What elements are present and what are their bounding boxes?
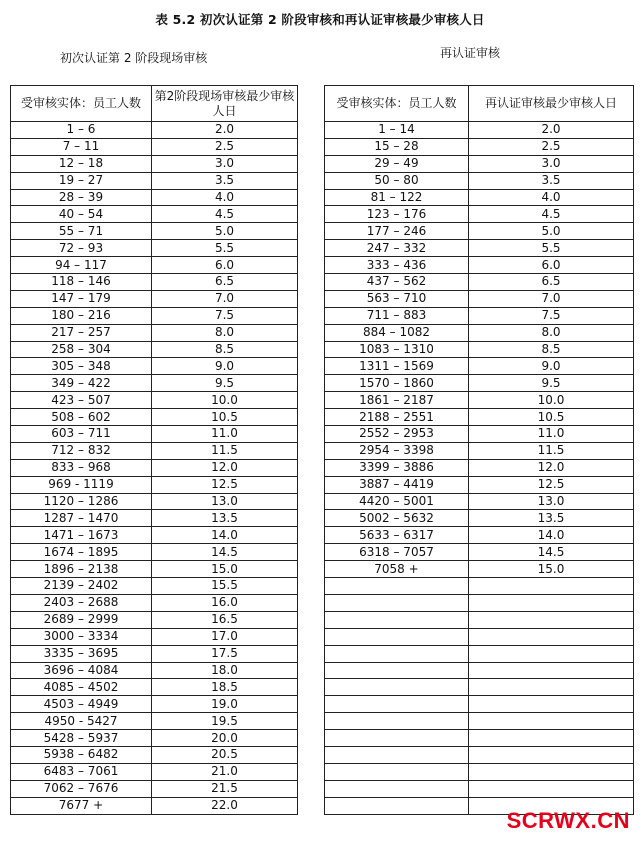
table-row bbox=[325, 206, 634, 223]
audit-days-cell: 4.0 bbox=[152, 189, 298, 206]
audit-days-cell: 5.5 bbox=[152, 240, 298, 257]
employee-range-cell: 833 – 968 bbox=[11, 459, 152, 476]
audit-days-cell: 5.0 bbox=[152, 223, 298, 240]
employee-range-cell: 3000 – 3334 bbox=[11, 628, 152, 645]
audit-days-cell: 19.0 bbox=[152, 696, 298, 713]
audit-days-cell: 21.0 bbox=[152, 763, 298, 780]
employee-range-cell: 603 – 711 bbox=[11, 426, 152, 443]
employee-range-cell: 2954 – 3398 bbox=[325, 442, 469, 459]
employee-range-cell: 884 – 1082 bbox=[325, 324, 469, 341]
employee-range-cell bbox=[325, 730, 469, 747]
employee-range-cell: 6318 – 7057 bbox=[325, 544, 469, 561]
table-row bbox=[11, 307, 298, 324]
table-row bbox=[325, 172, 634, 189]
table-row bbox=[11, 274, 298, 291]
audit-days-cell: 5.0 bbox=[469, 223, 634, 240]
employee-range-cell: 5938 – 6482 bbox=[11, 746, 152, 763]
audit-days-cell: 11.0 bbox=[469, 426, 634, 443]
employee-range-cell: 3887 – 4419 bbox=[325, 476, 469, 493]
audit-days-cell: 3.0 bbox=[469, 155, 634, 172]
audit-days-cell: 2.5 bbox=[152, 138, 298, 155]
table-row bbox=[11, 578, 298, 595]
audit-days-cell: 14.0 bbox=[152, 527, 298, 544]
audit-days-cell bbox=[469, 594, 634, 611]
table-row bbox=[11, 358, 298, 375]
table-row bbox=[325, 375, 634, 392]
table-row bbox=[11, 138, 298, 155]
audit-days-cell: 12.0 bbox=[469, 459, 634, 476]
audit-days-cell bbox=[469, 645, 634, 662]
employee-range-cell bbox=[325, 696, 469, 713]
audit-days-cell bbox=[469, 696, 634, 713]
table-row bbox=[11, 206, 298, 223]
employee-range-cell: 177 – 246 bbox=[325, 223, 469, 240]
employee-range-cell bbox=[325, 746, 469, 763]
employee-range-cell bbox=[325, 578, 469, 595]
employee-range-cell: 4085 – 4502 bbox=[11, 679, 152, 696]
employee-range-cell: 563 – 710 bbox=[325, 290, 469, 307]
table-row bbox=[325, 189, 634, 206]
employee-range-cell bbox=[325, 662, 469, 679]
employee-range-cell: 258 – 304 bbox=[11, 341, 152, 358]
employee-range-cell: 423 – 507 bbox=[11, 392, 152, 409]
audit-days-cell: 8.0 bbox=[152, 324, 298, 341]
table-row bbox=[11, 780, 298, 797]
audit-days-cell: 6.0 bbox=[152, 257, 298, 274]
table-row bbox=[325, 628, 634, 645]
table-row bbox=[11, 442, 298, 459]
audit-days-cell: 5.5 bbox=[469, 240, 634, 257]
employee-range-cell: 180 – 216 bbox=[11, 307, 152, 324]
table-row bbox=[11, 713, 298, 730]
table-row bbox=[11, 257, 298, 274]
audit-days-cell: 13.5 bbox=[152, 510, 298, 527]
table-row bbox=[11, 155, 298, 172]
audit-days-cell: 13.0 bbox=[469, 493, 634, 510]
audit-days-cell: 7.5 bbox=[152, 307, 298, 324]
table-row bbox=[325, 594, 634, 611]
employee-range-cell: 349 – 422 bbox=[11, 375, 152, 392]
table-row bbox=[325, 561, 634, 578]
table-row bbox=[325, 611, 634, 628]
audit-days-cell: 15.0 bbox=[469, 561, 634, 578]
table-row bbox=[11, 679, 298, 696]
employee-range-cell: 4420 – 5001 bbox=[325, 493, 469, 510]
employee-range-cell bbox=[325, 713, 469, 730]
employee-range-cell: 81 – 122 bbox=[325, 189, 469, 206]
audit-days-cell: 14.5 bbox=[469, 544, 634, 561]
table-row bbox=[325, 730, 634, 747]
table-row bbox=[325, 578, 634, 595]
employee-range-cell: 7062 – 7676 bbox=[11, 780, 152, 797]
audit-days-cell: 17.5 bbox=[152, 645, 298, 662]
recertification-table bbox=[324, 85, 634, 815]
audit-days-cell: 3.5 bbox=[469, 172, 634, 189]
employee-range-cell bbox=[325, 797, 469, 814]
employee-range-cell: 1674 – 1895 bbox=[11, 544, 152, 561]
employee-range-cell: 94 – 117 bbox=[11, 257, 152, 274]
audit-days-cell: 17.0 bbox=[152, 628, 298, 645]
table-row bbox=[325, 527, 634, 544]
employee-range-cell: 2188 – 2551 bbox=[325, 409, 469, 426]
employee-range-cell: 3399 – 3886 bbox=[325, 459, 469, 476]
table-row bbox=[11, 527, 298, 544]
table-row bbox=[11, 594, 298, 611]
employee-range-cell: 2689 – 2999 bbox=[11, 611, 152, 628]
audit-days-cell: 9.5 bbox=[152, 375, 298, 392]
employee-range-cell: 5002 – 5632 bbox=[325, 510, 469, 527]
audit-days-cell: 7.0 bbox=[152, 290, 298, 307]
employee-range-cell bbox=[325, 594, 469, 611]
table-row bbox=[11, 476, 298, 493]
audit-days-cell: 6.5 bbox=[469, 274, 634, 291]
table-row bbox=[325, 290, 634, 307]
audit-days-cell: 22.0 bbox=[152, 797, 298, 814]
audit-days-cell bbox=[469, 746, 634, 763]
employee-range-cell: 7677 + bbox=[11, 797, 152, 814]
audit-days-cell: 8.5 bbox=[469, 341, 634, 358]
employee-range-cell: 1896 – 2138 bbox=[11, 561, 152, 578]
table-row bbox=[325, 696, 634, 713]
table-row bbox=[325, 662, 634, 679]
audit-days-cell: 4.0 bbox=[469, 189, 634, 206]
audit-days-cell: 8.5 bbox=[152, 341, 298, 358]
audit-days-cell bbox=[469, 611, 634, 628]
table-row bbox=[325, 392, 634, 409]
audit-days-cell: 18.5 bbox=[152, 679, 298, 696]
audit-days-cell: 2.0 bbox=[469, 122, 634, 139]
employee-range-cell bbox=[325, 763, 469, 780]
employee-range-cell: 6483 – 7061 bbox=[11, 763, 152, 780]
table-header-row bbox=[325, 86, 634, 122]
table-row bbox=[11, 510, 298, 527]
table-row bbox=[325, 274, 634, 291]
table-row bbox=[325, 240, 634, 257]
audit-days-cell: 14.0 bbox=[469, 527, 634, 544]
employee-range-cell: 2403 – 2688 bbox=[11, 594, 152, 611]
header-stage2-days: 第2阶段现场审核最少审核人日 bbox=[152, 86, 298, 122]
table-row bbox=[11, 341, 298, 358]
employee-range-cell: 118 – 146 bbox=[11, 274, 152, 291]
table-row bbox=[325, 341, 634, 358]
audit-days-cell: 13.0 bbox=[152, 493, 298, 510]
audit-days-cell: 4.5 bbox=[152, 206, 298, 223]
audit-days-cell bbox=[469, 730, 634, 747]
audit-days-cell: 3.5 bbox=[152, 172, 298, 189]
employee-range-cell: 55 – 71 bbox=[11, 223, 152, 240]
employee-range-cell: 1570 – 1860 bbox=[325, 375, 469, 392]
table-row bbox=[325, 459, 634, 476]
employee-range-cell: 12 – 18 bbox=[11, 155, 152, 172]
right-table-subtitle: 再认证审核 bbox=[440, 46, 501, 60]
table-header-row bbox=[11, 86, 298, 122]
table-row bbox=[325, 780, 634, 797]
employee-range-cell: 3696 – 4084 bbox=[11, 662, 152, 679]
audit-days-cell: 10.5 bbox=[469, 409, 634, 426]
employee-range-cell: 1 – 6 bbox=[11, 122, 152, 139]
audit-days-cell: 2.0 bbox=[152, 122, 298, 139]
header-employee-count: 受审核实体：员工人数 bbox=[325, 86, 469, 122]
employee-range-cell: 1471 – 1673 bbox=[11, 527, 152, 544]
employee-range-cell: 19 – 27 bbox=[11, 172, 152, 189]
table-row bbox=[11, 290, 298, 307]
audit-days-cell: 6.5 bbox=[152, 274, 298, 291]
audit-days-cell: 2.5 bbox=[469, 138, 634, 155]
table-row bbox=[11, 409, 298, 426]
employee-range-cell bbox=[325, 628, 469, 645]
employee-range-cell: 1120 – 1286 bbox=[11, 493, 152, 510]
audit-days-cell: 3.0 bbox=[152, 155, 298, 172]
employee-range-cell bbox=[325, 679, 469, 696]
employee-range-cell: 4503 – 4949 bbox=[11, 696, 152, 713]
employee-range-cell: 437 – 562 bbox=[325, 274, 469, 291]
audit-days-cell: 12.5 bbox=[152, 476, 298, 493]
table-row bbox=[325, 257, 634, 274]
audit-days-cell bbox=[469, 628, 634, 645]
employee-range-cell: 711 – 883 bbox=[325, 307, 469, 324]
employee-range-cell: 2139 – 2402 bbox=[11, 578, 152, 595]
employee-range-cell: 247 – 332 bbox=[325, 240, 469, 257]
employee-range-cell: 1287 – 1470 bbox=[11, 510, 152, 527]
table-row bbox=[11, 122, 298, 139]
table-row bbox=[325, 138, 634, 155]
employee-range-cell: 5633 – 6317 bbox=[325, 527, 469, 544]
employee-range-cell: 1311 – 1569 bbox=[325, 358, 469, 375]
employee-range-cell: 29 – 49 bbox=[325, 155, 469, 172]
employee-range-cell: 969 - 1119 bbox=[11, 476, 152, 493]
audit-days-cell: 9.5 bbox=[469, 375, 634, 392]
audit-days-cell: 16.0 bbox=[152, 594, 298, 611]
audit-days-cell: 14.5 bbox=[152, 544, 298, 561]
audit-days-cell bbox=[469, 578, 634, 595]
employee-range-cell: 2552 – 2953 bbox=[325, 426, 469, 443]
table-row bbox=[11, 662, 298, 679]
audit-days-cell: 4.5 bbox=[469, 206, 634, 223]
audit-days-cell: 19.5 bbox=[152, 713, 298, 730]
watermark-logo: SCRWX.CN bbox=[506, 808, 630, 833]
table-row bbox=[11, 240, 298, 257]
employee-range-cell: 3335 – 3695 bbox=[11, 645, 152, 662]
audit-days-cell: 11.0 bbox=[152, 426, 298, 443]
table-row bbox=[325, 746, 634, 763]
table-row bbox=[11, 746, 298, 763]
table-row bbox=[325, 122, 634, 139]
employee-range-cell: 508 – 602 bbox=[11, 409, 152, 426]
audit-days-cell: 15.5 bbox=[152, 578, 298, 595]
table-row bbox=[11, 172, 298, 189]
table-row bbox=[325, 442, 634, 459]
table-row bbox=[11, 696, 298, 713]
table-row bbox=[325, 544, 634, 561]
employee-range-cell: 333 – 436 bbox=[325, 257, 469, 274]
audit-days-cell: 11.5 bbox=[469, 442, 634, 459]
audit-days-cell: 12.0 bbox=[152, 459, 298, 476]
table-row bbox=[325, 307, 634, 324]
audit-days-cell: 8.0 bbox=[469, 324, 634, 341]
audit-days-cell bbox=[469, 662, 634, 679]
employee-range-cell: 123 – 176 bbox=[325, 206, 469, 223]
audit-days-cell: 10.5 bbox=[152, 409, 298, 426]
audit-days-cell: 20.0 bbox=[152, 730, 298, 747]
table-row bbox=[325, 476, 634, 493]
audit-days-cell: 20.5 bbox=[152, 746, 298, 763]
header-employee-count: 受审核实体：员工人数 bbox=[11, 86, 152, 122]
employee-range-cell bbox=[325, 611, 469, 628]
table-row bbox=[11, 392, 298, 409]
table-row bbox=[325, 409, 634, 426]
table-row bbox=[325, 223, 634, 240]
employee-range-cell: 72 – 93 bbox=[11, 240, 152, 257]
employee-range-cell: 712 – 832 bbox=[11, 442, 152, 459]
audit-days-cell: 12.5 bbox=[469, 476, 634, 493]
table-row bbox=[11, 189, 298, 206]
table-row bbox=[11, 797, 298, 814]
audit-days-cell: 13.5 bbox=[469, 510, 634, 527]
employee-range-cell: 147 – 179 bbox=[11, 290, 152, 307]
table-row bbox=[325, 324, 634, 341]
audit-days-cell: 9.0 bbox=[152, 358, 298, 375]
audit-days-cell: 10.0 bbox=[152, 392, 298, 409]
table-row bbox=[11, 730, 298, 747]
table-row bbox=[11, 426, 298, 443]
employee-range-cell: 15 – 28 bbox=[325, 138, 469, 155]
employee-range-cell: 4950 - 5427 bbox=[11, 713, 152, 730]
audit-days-cell bbox=[469, 679, 634, 696]
table-row bbox=[11, 645, 298, 662]
table-row bbox=[11, 375, 298, 392]
employee-range-cell: 5428 – 5937 bbox=[11, 730, 152, 747]
table-row bbox=[11, 628, 298, 645]
audit-days-cell: 15.0 bbox=[152, 561, 298, 578]
employee-range-cell: 217 – 257 bbox=[11, 324, 152, 341]
table-row bbox=[325, 493, 634, 510]
audit-days-cell bbox=[469, 763, 634, 780]
audit-days-cell: 7.5 bbox=[469, 307, 634, 324]
audit-days-cell: 6.0 bbox=[469, 257, 634, 274]
employee-range-cell bbox=[325, 645, 469, 662]
employee-range-cell: 7058 + bbox=[325, 561, 469, 578]
initial-certification-table bbox=[10, 85, 298, 815]
table-row bbox=[11, 611, 298, 628]
audit-days-cell: 16.5 bbox=[152, 611, 298, 628]
employee-range-cell: 7 – 11 bbox=[11, 138, 152, 155]
header-recert-days: 再认证审核最少审核人日 bbox=[469, 86, 634, 122]
table-row bbox=[11, 223, 298, 240]
audit-days-cell: 10.0 bbox=[469, 392, 634, 409]
audit-days-cell bbox=[469, 780, 634, 797]
table-row bbox=[11, 561, 298, 578]
table-row bbox=[11, 763, 298, 780]
audit-days-cell: 7.0 bbox=[469, 290, 634, 307]
page-title: 表 5.2 初次认证第 2 阶段审核和再认证审核最少审核人日 bbox=[155, 12, 485, 27]
audit-days-cell bbox=[469, 713, 634, 730]
employee-range-cell: 50 – 80 bbox=[325, 172, 469, 189]
table-row bbox=[325, 645, 634, 662]
employee-range-cell: 40 – 54 bbox=[11, 206, 152, 223]
employee-range-cell: 1861 – 2187 bbox=[325, 392, 469, 409]
table-row bbox=[325, 426, 634, 443]
table-row bbox=[11, 493, 298, 510]
table-row bbox=[11, 544, 298, 561]
table-row bbox=[325, 713, 634, 730]
audit-days-cell: 21.5 bbox=[152, 780, 298, 797]
table-row bbox=[325, 510, 634, 527]
table-row bbox=[325, 679, 634, 696]
table-row bbox=[325, 763, 634, 780]
audit-days-cell: 9.0 bbox=[469, 358, 634, 375]
table-row bbox=[325, 358, 634, 375]
left-table-subtitle: 初次认证第 2 阶段现场审核 bbox=[60, 51, 208, 65]
employee-range-cell: 28 – 39 bbox=[11, 189, 152, 206]
table-row bbox=[11, 324, 298, 341]
audit-days-cell: 18.0 bbox=[152, 662, 298, 679]
audit-days-cell: 11.5 bbox=[152, 442, 298, 459]
table-row bbox=[325, 155, 634, 172]
employee-range-cell: 305 – 348 bbox=[11, 358, 152, 375]
employee-range-cell bbox=[325, 780, 469, 797]
employee-range-cell: 1 – 14 bbox=[325, 122, 469, 139]
table-row bbox=[11, 459, 298, 476]
employee-range-cell: 1083 – 1310 bbox=[325, 341, 469, 358]
